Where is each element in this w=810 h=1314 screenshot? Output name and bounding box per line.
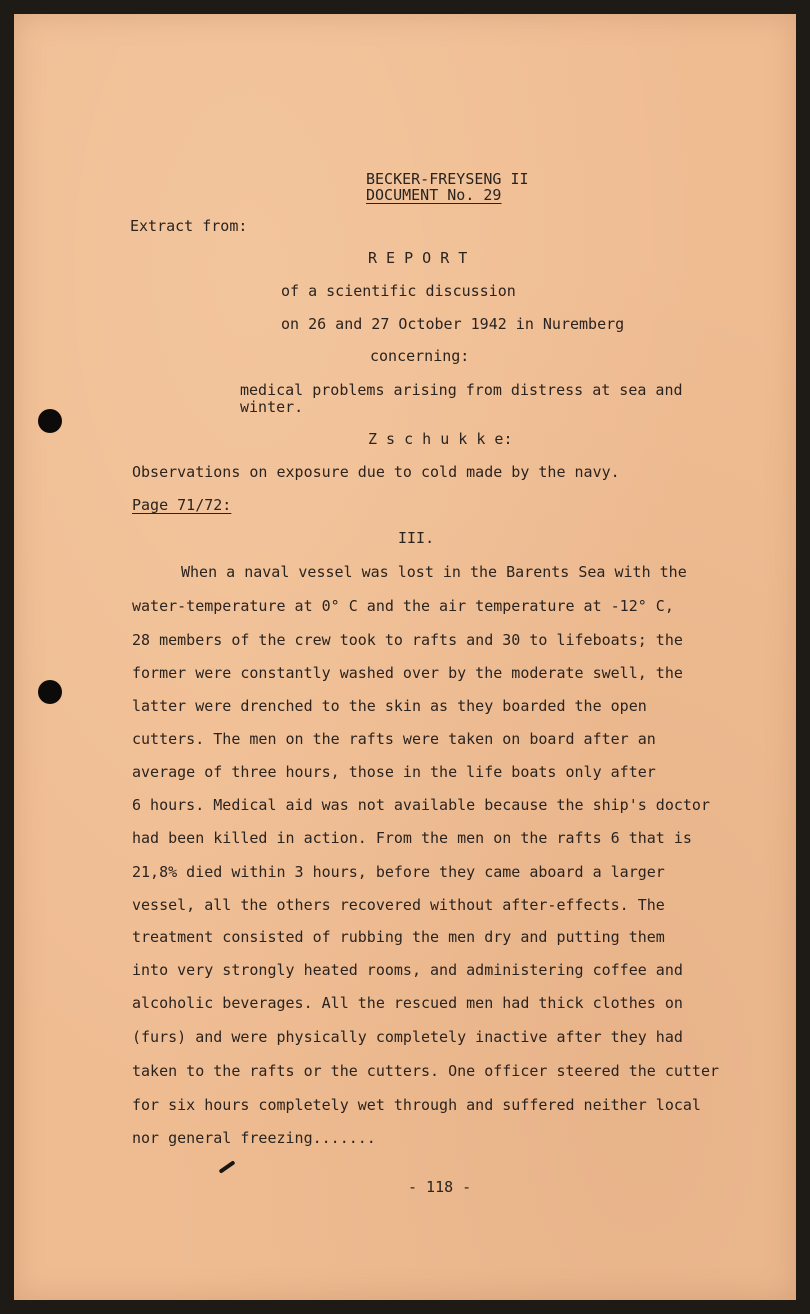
document-header-title: BECKER-FREYSENG II — [366, 170, 529, 188]
report-title: R E P O R T — [368, 249, 468, 267]
report-line-2: on 26 and 27 October 1942 in Nuremberg — [281, 315, 625, 333]
punch-hole-lower — [38, 680, 62, 704]
author-name: Z s c h u k k e: — [368, 430, 513, 448]
body-line: When a naval vessel was lost in the Barents Sea with the — [181, 563, 687, 581]
body-line: treatment consisted of rubbing the men dry and putting them — [132, 928, 665, 946]
report-topic-line-1: medical problems arising from distress at sea and — [240, 381, 683, 399]
body-line: nor general freezing....... — [132, 1129, 376, 1147]
body-line: latter were drenched to the skin as they boarded the open — [132, 697, 647, 715]
report-line-1: of a scientific discussion — [281, 282, 516, 300]
page-reference: Page 71/72: — [132, 496, 232, 514]
body-line: alcoholic beverages. All the rescued men had thick clothes on — [132, 994, 683, 1012]
body-line: average of three hours, those in the life boats only after — [132, 763, 656, 781]
page-number: - 118 - — [408, 1178, 472, 1196]
body-line: taken to the rafts or the cutters. One officer steered the cutter — [132, 1062, 719, 1080]
body-line: former were constantly washed over by the moderate swell, the — [132, 664, 683, 682]
body-line: vessel, all the others recovered without after-effects. The — [132, 896, 665, 914]
body-line: into very strongly heated rooms, and administering coffee and — [132, 961, 683, 979]
document-header-number: DOCUMENT No. 29 — [366, 186, 502, 204]
report-topic-line-2: winter. — [240, 398, 304, 416]
body-line: (furs) and were physically completely inactive after they had — [132, 1028, 683, 1046]
section-number: III. — [398, 529, 435, 547]
body-line: water-temperature at 0° C and the air temperature at -12° C, — [132, 597, 674, 615]
body-line: 21,8% died within 3 hours, before they came aboard a larger — [132, 863, 665, 881]
subject-line: Observations on exposure due to cold made by the navy. — [132, 463, 620, 481]
body-line: had been killed in action. From the men on the rafts 6 that is — [132, 829, 692, 847]
body-line: for six hours completely wet through and suffered neither local — [132, 1096, 701, 1114]
body-line: 28 members of the crew took to rafts and 30 to lifeboats; the — [132, 631, 683, 649]
punch-hole-upper — [38, 409, 62, 433]
report-line-3: concerning: — [370, 347, 470, 365]
extract-intro: Extract from: — [130, 217, 248, 235]
body-line: 6 hours. Medical aid was not available because the ship's doctor — [132, 796, 710, 814]
body-line: cutters. The men on the rafts were taken on board after an — [132, 730, 656, 748]
